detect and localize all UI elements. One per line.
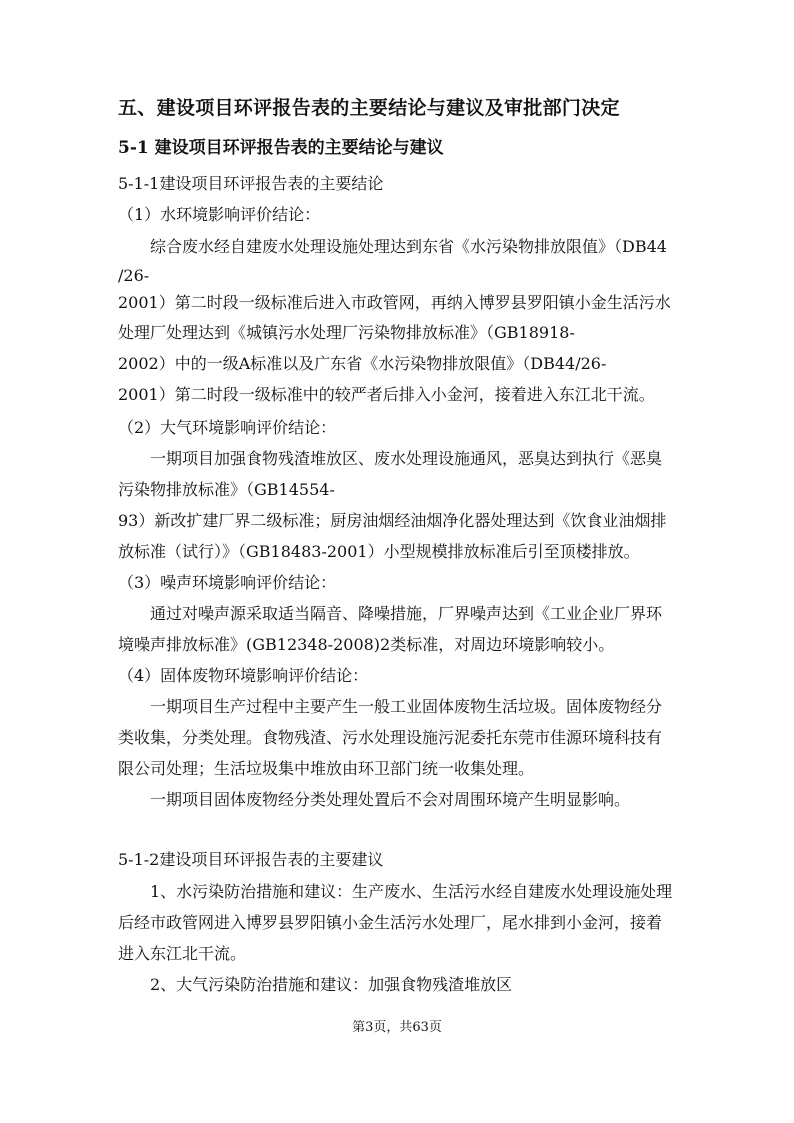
subsection-5-1-1: 5-1-1建设项目环评报告表的主要结论 bbox=[118, 174, 384, 193]
paragraph-line: 一期项目加强食物残渣堆放区、废水处理设施通风，恶臭达到执行《恶臭 bbox=[150, 449, 663, 468]
paragraph-line: 境噪声排放标准》(GB12348-2008)2类标准，对周边环境影响较小。 bbox=[118, 635, 615, 654]
paragraph-line: 类收集，分类处理。食物残渣、污水处理设施污泥委托东莞市佳源环境科技有 bbox=[118, 728, 663, 747]
paragraph-line: 一期项目固体废物经分类处理处置后不会对周围环境产生明显影响。 bbox=[150, 790, 631, 809]
paragraph-line: 进入东江北干流。 bbox=[118, 944, 247, 963]
paragraph-line: 后经市政管网进入博罗县罗阳镇小金生活污水处理厂，尾水排到小金河，接着 bbox=[118, 913, 663, 932]
paragraph-line: 1、水污染防治措施和建议：生产废水、生活污水经自建废水处理设施处理 bbox=[150, 882, 673, 901]
paragraph-line: 一期项目生产过程中主要产生一般工业固体废物生活垃圾。固体废物经分 bbox=[150, 697, 663, 716]
subsection-5-1-2: 5-1-2建设项目环评报告表的主要建议 bbox=[118, 850, 384, 869]
noise-title: （3）噪声环境影响评价结论： bbox=[118, 573, 337, 592]
paragraph-line: 处理厂处理达到《城镇污水处理厂污染物排放标准》（GB18918- bbox=[118, 323, 575, 342]
paragraph-line: 污染物排放标准》（GB14554- bbox=[118, 480, 335, 499]
paragraph-line: 2001）第二时段一级标准中的较严者后排入小金河，接着进入东江北干流。 bbox=[118, 385, 655, 404]
paragraph-line: 综合废水经自建废水处理设施处理达到东省《水污染物排放限值》（DB44 bbox=[150, 237, 667, 256]
paragraph-line: 通过对噪声源采取适当隔音、降噪措施，厂界噪声达到《工业企业厂界环 bbox=[150, 604, 663, 623]
subsection-heading: 5-1 建设项目环评报告表的主要结论与建议 bbox=[118, 138, 444, 158]
paragraph-line: 限公司处理；生活垃圾集中堆放由环卫部门统一收集处理。 bbox=[118, 759, 535, 778]
section-heading: 五、建设项目环评报告表的主要结论与建议及审批部门决定 bbox=[118, 97, 620, 119]
paragraph-line: 93）新改扩建厂界二级标准；厨房油烟经油烟净化器处理达到《饮食业油烟排 bbox=[118, 511, 667, 530]
solid-waste-title: （4）固体废物环境影响评价结论： bbox=[118, 666, 369, 685]
water-title: （1）水环境影响评价结论： bbox=[118, 205, 321, 224]
paragraph-line: 放标准（试行）》（GB18483-2001）小型规模排放标准后引至顶楼排放。 bbox=[118, 542, 640, 561]
paragraph-line: /26- bbox=[118, 266, 150, 285]
paragraph-line: 2、大气污染防治措施和建议：加强食物残渣堆放区 bbox=[150, 975, 513, 994]
paragraph-line: 2001）第二时段一级标准后进入市政管网，再纳入博罗县罗阳镇小金生活污水 bbox=[118, 293, 671, 312]
paragraph-line: 2002）中的一级A标准以及广东省《水污染物排放限值》（DB44/26- bbox=[118, 354, 607, 373]
page-number: 第3页，共63页 bbox=[352, 1020, 442, 1035]
air-title: （2）大气环境影响评价结论： bbox=[118, 418, 337, 437]
